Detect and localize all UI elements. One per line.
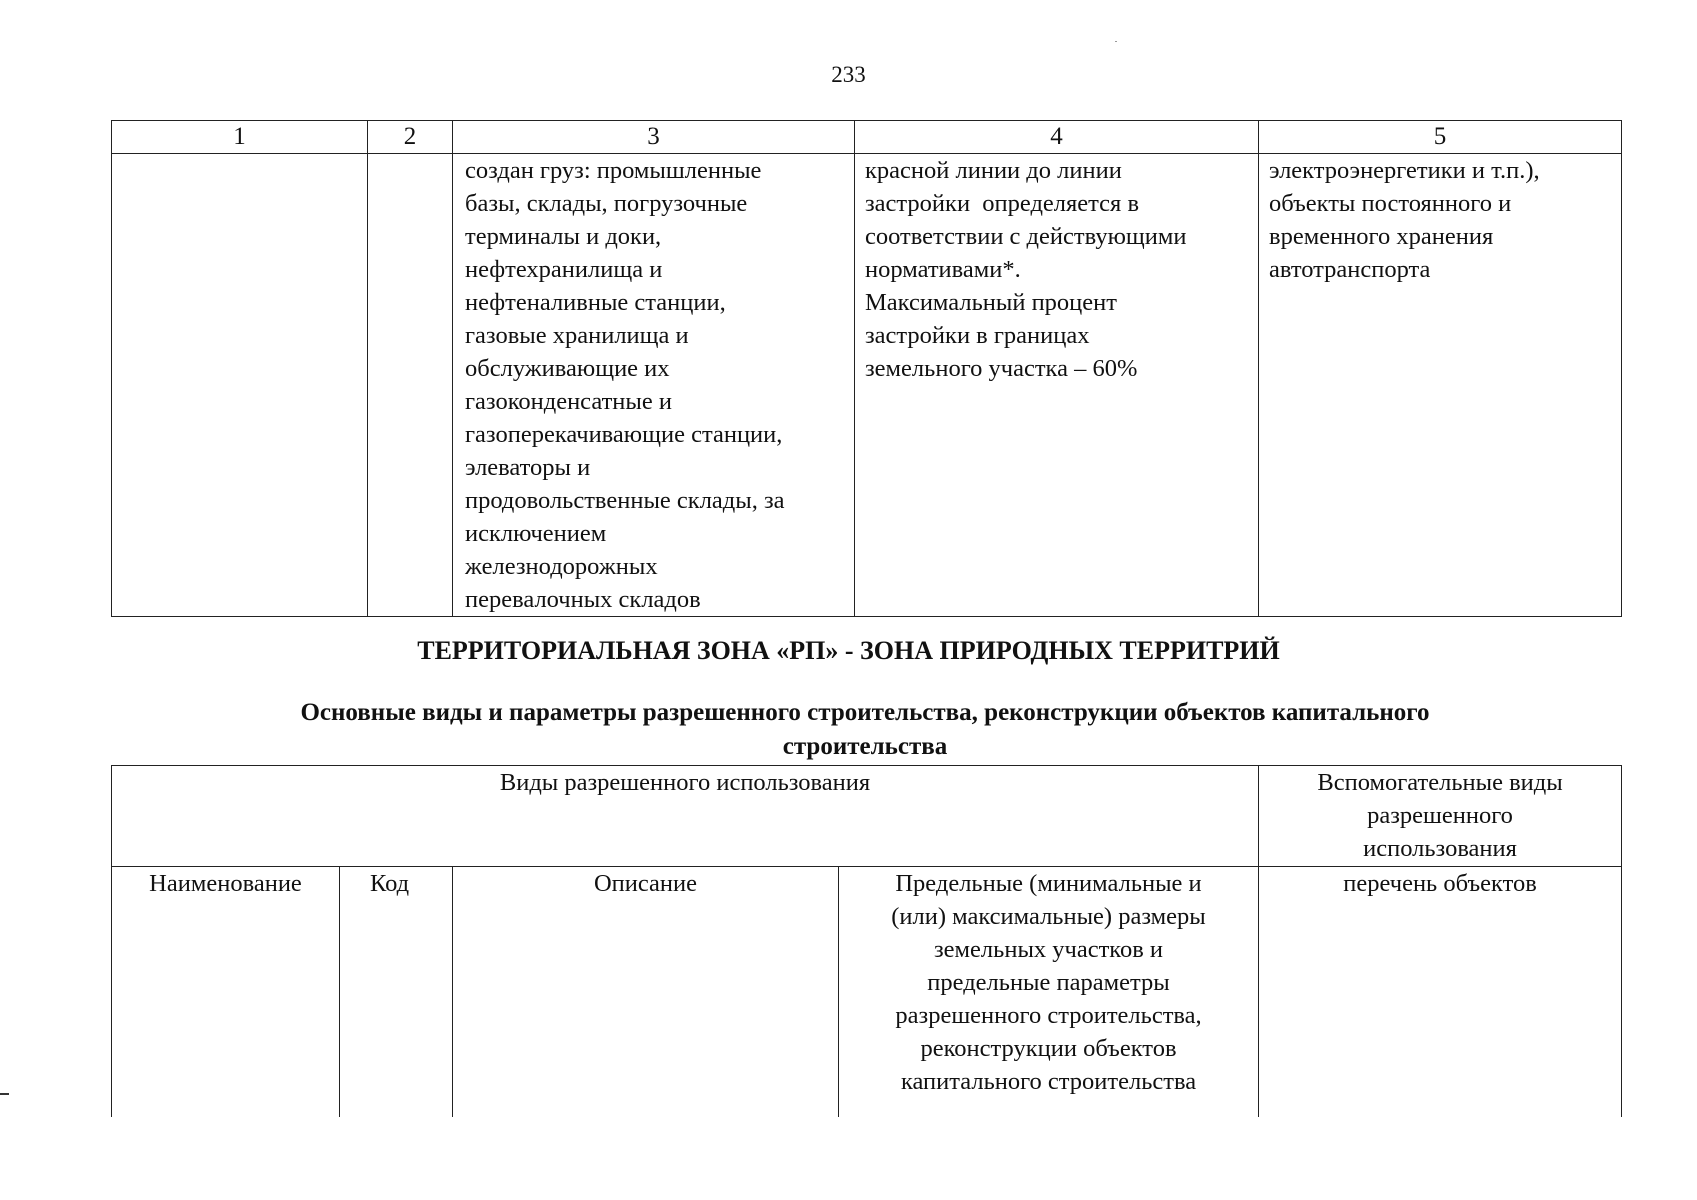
name-column-header: Наименование [112, 867, 340, 1118]
header-line: Вспомогательные виды [1317, 769, 1563, 796]
text-line: застройки определяется в [865, 190, 1140, 217]
text-line: нормативами*. [865, 256, 1021, 283]
column-number-4: 4 [855, 121, 1259, 154]
section-title [200, 696, 1530, 764]
text-line: создан груз: промышленные [465, 157, 762, 184]
text-line: Максимальный процент [865, 289, 1117, 316]
page-number: 233 [831, 62, 866, 87]
column-number-3: 3 [453, 121, 855, 154]
column-number-2: 2 [368, 121, 453, 154]
text-line: газоперекачивающие станции, [465, 421, 783, 448]
text-line: земельного участка – 60% [865, 355, 1138, 382]
text-line: исключением [465, 520, 607, 547]
description-column-header: Описание [453, 867, 839, 1118]
text-line: застройки в границах [865, 322, 1090, 349]
cell-code [368, 154, 453, 617]
text-line: обслуживающие их [465, 355, 670, 382]
header-line: реконструкции объектов [920, 1035, 1177, 1062]
header-line: разрешенного [1367, 802, 1513, 829]
text-line: соответствии с действующими [865, 223, 1187, 250]
objects-column-header: перечень объектов [1259, 867, 1622, 1118]
cell-limits [855, 154, 1259, 617]
header-line: (или) максимальные) размеры [891, 903, 1206, 930]
text-line: терминалы и доки, [465, 223, 662, 250]
text-line: перевалочных складов [465, 586, 701, 613]
permitted-use-table [111, 765, 1622, 1117]
text-line: объекты постоянного и [1269, 190, 1512, 217]
zone-title: ТЕРРИТОРИАЛЬНАЯ ЗОНА «РП» - ЗОНА ПРИРОДНЫХ ТЕРРИТРИЙ [417, 636, 1280, 665]
group-header-row [112, 766, 1622, 867]
text-line: железнодорожных [465, 553, 658, 580]
cell-description [453, 154, 855, 617]
permitted-use-header: Виды разрешенного использования [112, 766, 1259, 867]
column-number-row [112, 121, 1622, 154]
cell-auxiliary-objects [1259, 154, 1622, 617]
text-line: нефтеналивные станции, [465, 289, 726, 316]
text-line: нефтехранилища и [465, 256, 663, 283]
text-line: красной линии до линии [865, 157, 1122, 184]
text-line: временного хранения [1269, 223, 1494, 250]
margin-mark [0, 1093, 9, 1095]
text-line: продовольственные склады, за [465, 487, 785, 514]
section-title-line: Основные виды и параметры разрешенного строительства, реконструкции объектов капитального [300, 699, 1430, 726]
header-line: использования [1363, 835, 1517, 862]
cell-name [112, 154, 368, 617]
column-number-5: 5 [1259, 121, 1622, 154]
scan-speck [1115, 41, 1117, 42]
text-line: газоконденсатные и [465, 388, 672, 415]
text-line: газовые хранилища и [465, 322, 689, 349]
header-line: земельных участков и [934, 936, 1164, 963]
header-line: Предельные (минимальные и [895, 870, 1202, 897]
text-line: автотранспорта [1269, 256, 1431, 283]
code-column-header: Код [340, 867, 453, 1118]
limits-column-header [839, 867, 1259, 1118]
table-row [112, 154, 1622, 617]
header-line: предельные параметры [927, 969, 1170, 996]
header-line: капитального строительства [900, 1068, 1197, 1095]
auxiliary-use-header [1259, 766, 1622, 867]
column-header-row [112, 867, 1622, 1118]
text-line: электроэнергетики и т.п.), [1269, 157, 1540, 184]
section-title-line: строительства [782, 733, 948, 760]
text-line: базы, склады, погрузочные [465, 190, 748, 217]
text-line: элеваторы и [465, 454, 591, 481]
continuation-table [111, 120, 1622, 617]
column-number-1: 1 [112, 121, 368, 154]
header-line: разрешенного строительства, [895, 1002, 1202, 1029]
